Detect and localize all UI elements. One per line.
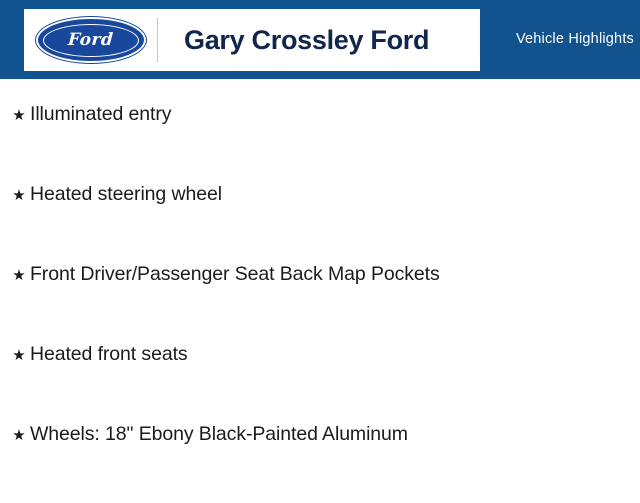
list-item <box>0 183 640 263</box>
ford-logo <box>24 17 157 63</box>
section-title: Vehicle Highlights <box>515 31 634 47</box>
feature-label: Wheels: 18" Ebony Black-Painted Aluminum <box>30 423 408 445</box>
logo-divider <box>157 18 158 62</box>
feature-label: Heated front seats <box>30 343 188 365</box>
star-icon: ★ <box>12 427 26 444</box>
feature-label: Illuminated entry <box>30 103 172 125</box>
list-item <box>0 423 640 503</box>
ford-oval-icon <box>36 17 146 63</box>
dealer-logo-plate[interactable] <box>24 9 480 71</box>
list-item <box>0 343 640 423</box>
list-item <box>0 103 640 183</box>
feature-label: Heated steering wheel <box>30 183 222 205</box>
vehicle-highlights-list <box>0 79 640 503</box>
dealer-header <box>0 0 640 79</box>
star-icon: ★ <box>12 267 26 284</box>
ford-oval-inner-ring <box>43 24 139 57</box>
list-item <box>0 263 640 343</box>
dealer-name: Gary Crossley Ford <box>184 24 430 55</box>
star-icon: ★ <box>12 107 26 124</box>
ford-wordmark: Ford <box>67 29 114 50</box>
star-icon: ★ <box>12 347 26 364</box>
feature-label: Front Driver/Passenger Seat Back Map Pockets <box>30 263 440 285</box>
star-icon: ★ <box>12 187 26 204</box>
